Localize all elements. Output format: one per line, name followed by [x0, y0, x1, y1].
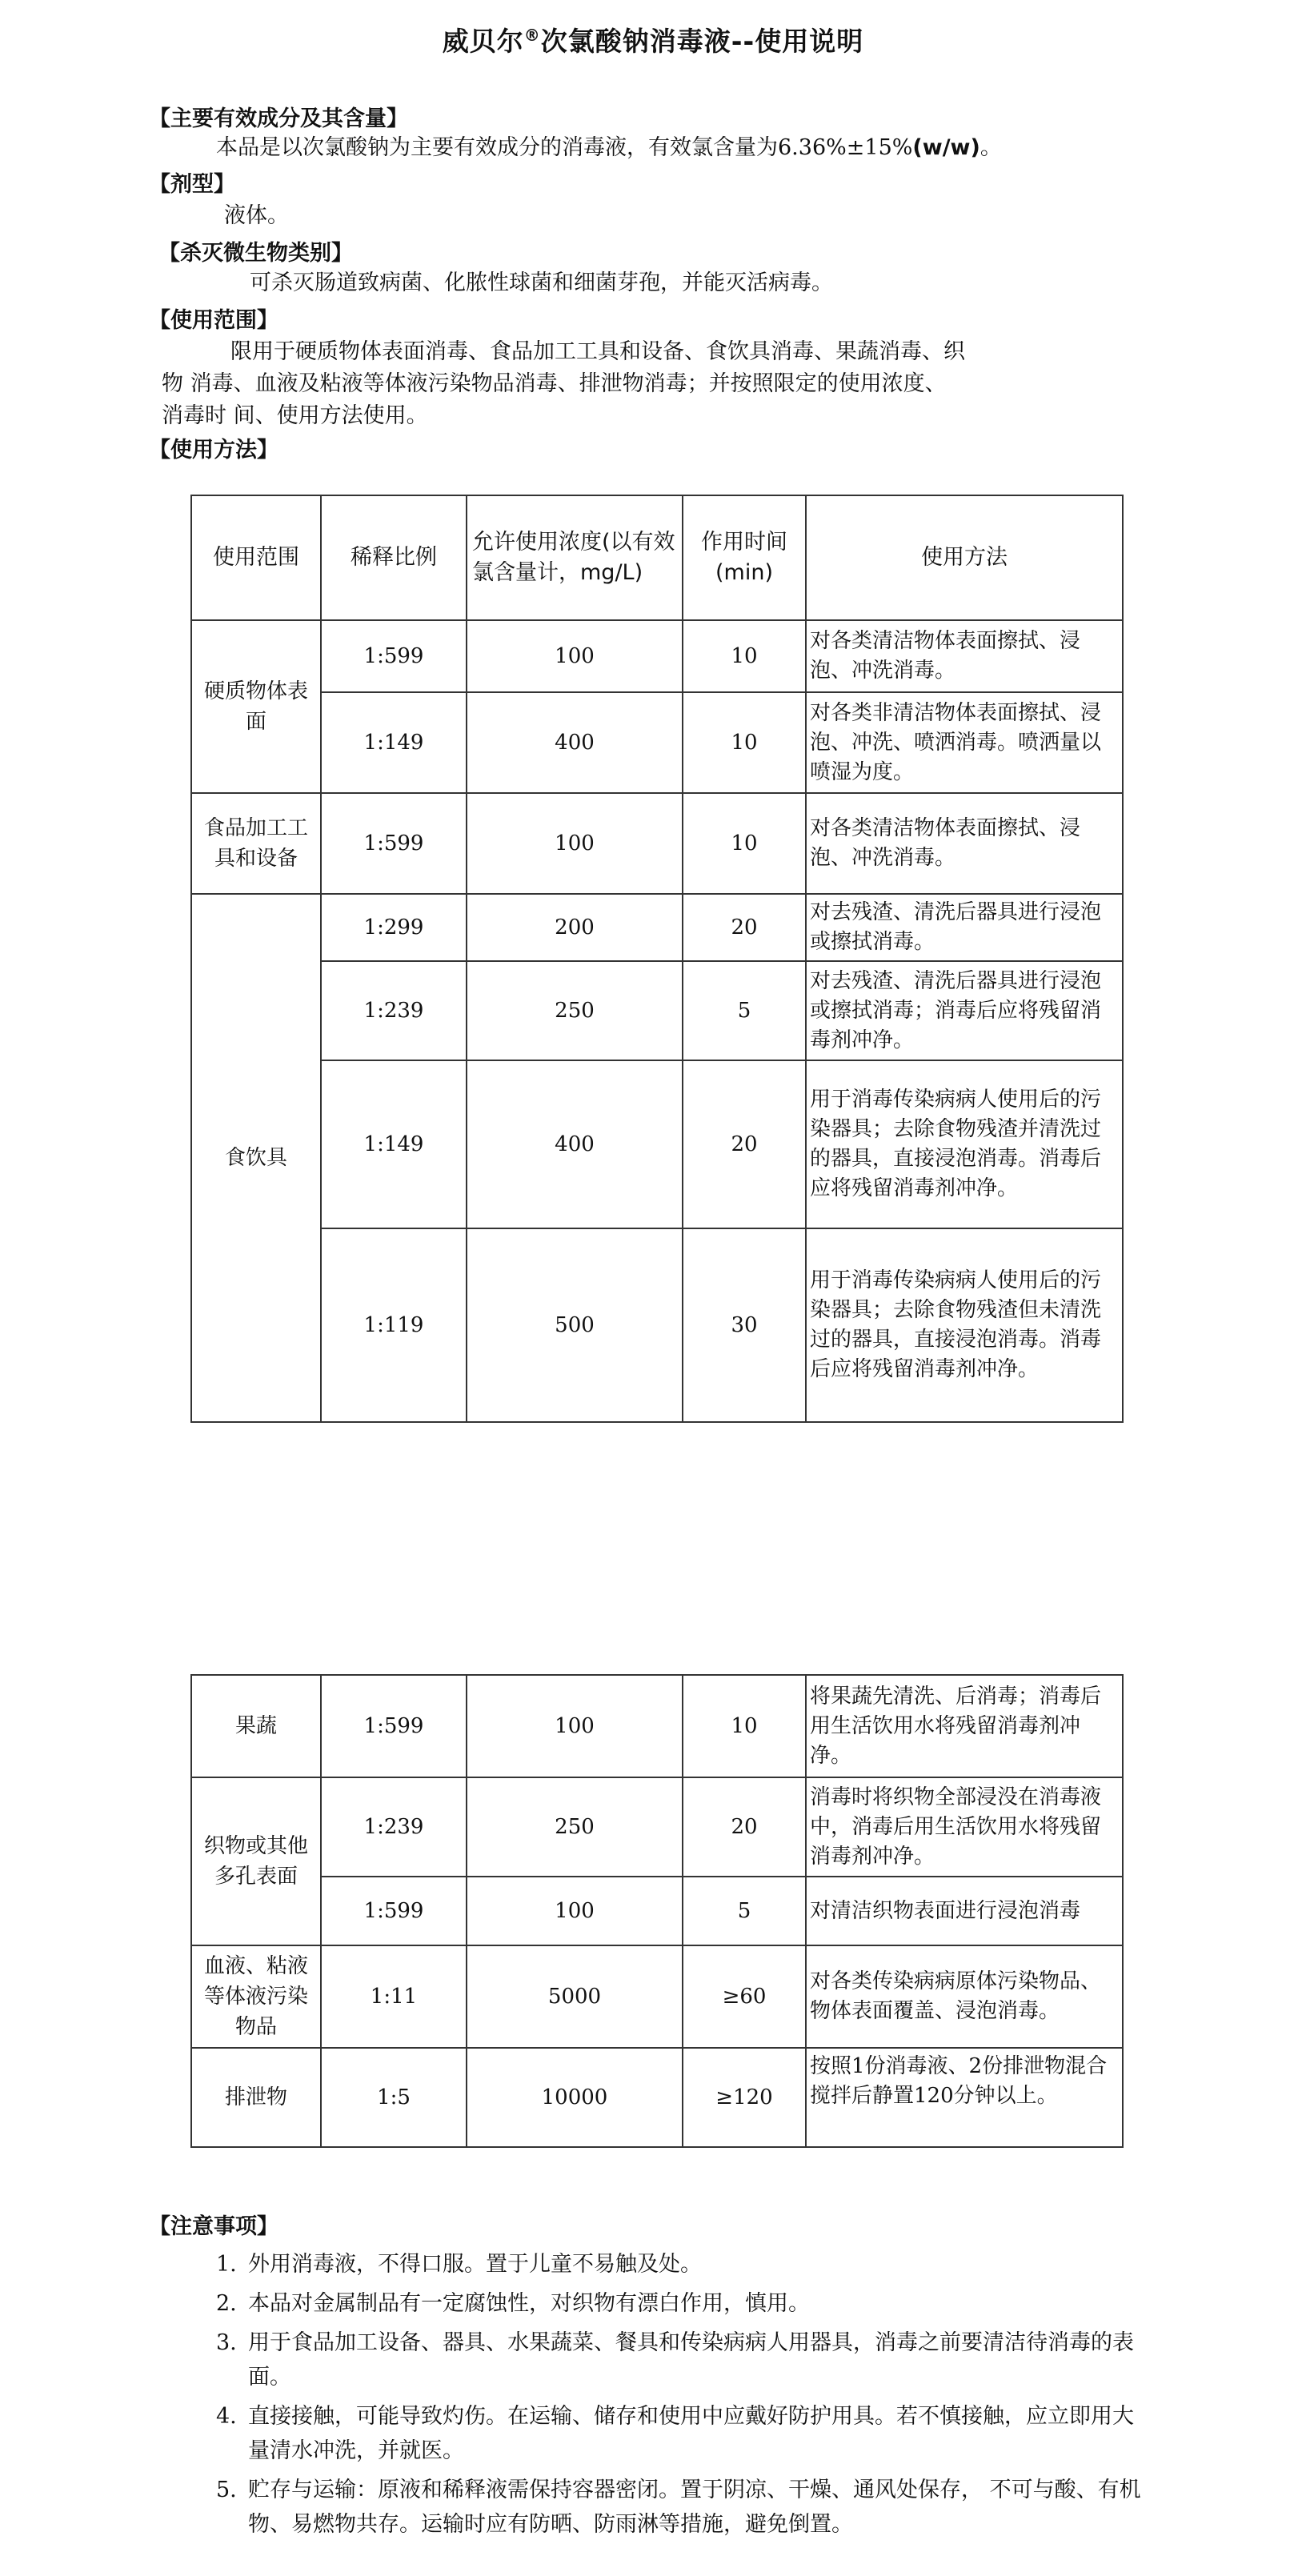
time-cell: ≥120: [683, 2048, 806, 2147]
ratio-cell: 1:599: [321, 620, 467, 692]
scope-line-1: 限用于硬质物体表面消毒、食品加工工具和设备、食饮具消毒、果蔬消毒、织: [230, 339, 965, 364]
method-cell: 对各类清洁物体表面擦拭、浸泡、冲洗消毒。: [806, 793, 1123, 894]
table-row: [191, 793, 1123, 894]
time-cell: 20: [683, 1060, 806, 1228]
time-cell: 5: [683, 1877, 806, 1945]
table-header-row: [191, 495, 1123, 620]
table-row: [191, 620, 1123, 692]
registered-mark: ®: [523, 26, 541, 45]
ratio-cell: 1:149: [321, 692, 467, 793]
ratio-cell: 1:299: [321, 894, 467, 961]
heading-ingredient: 【主要有效成分及其含量】: [149, 106, 408, 131]
scope-line-2: 物 消毒、血液及粘液等体液污染物品消毒、排泄物消毒；并按照限定的使用浓度、: [162, 371, 947, 396]
method-cell: 对各类传染病病原体污染物品、物体表面覆盖、浸泡消毒。: [806, 1945, 1123, 2048]
concentration-cell: 200: [467, 894, 683, 961]
note-text: 贮存与运输：原液和稀释液需保持容器密闭。置于阴凉、干燥、通风处保存， 不可与酸、有机物、易燃物共存。运输时应有防晒、防雨淋等措施，避免倒置。: [248, 2478, 1141, 2537]
time-cell: 10: [683, 692, 806, 793]
header-method: 使用方法: [806, 495, 1123, 620]
note-number: 2.: [216, 2291, 237, 2316]
heading-notes: 【注意事项】: [149, 2214, 278, 2239]
concentration-cell: 5000: [467, 1945, 683, 2048]
heading-scope: 【使用范围】: [149, 308, 278, 333]
scope-cell-fabric: 织物或其他多孔表面: [191, 1777, 321, 1945]
concentration-cell: 250: [467, 1777, 683, 1877]
time-cell: 10: [683, 1675, 806, 1777]
method-cell: 对各类非清洁物体表面擦拭、浸泡、冲洗、喷洒消毒。喷洒量以喷湿为度。: [806, 692, 1123, 793]
concentration-cell: 400: [467, 692, 683, 793]
ingredient-text: [216, 130, 1002, 165]
list-item: [216, 2473, 1144, 2542]
table-row: [191, 1060, 1123, 1228]
scope-cell-food-tools: 食品加工工具和设备: [191, 793, 321, 894]
note-number: 1.: [216, 2252, 237, 2277]
scope-cell-blood: 血液、粘液等体液污染物品: [191, 1945, 321, 2048]
method-cell: 用于消毒传染病病人使用后的污染器具；去除食物残渣并清洗过的器具，直接浸泡消毒。消毒后应将残留消毒剂冲净。: [806, 1060, 1123, 1228]
concentration-cell: 400: [467, 1060, 683, 1228]
ingredient-text-end: 。: [980, 135, 1002, 160]
time-cell: 10: [683, 620, 806, 692]
method-cell: 对去残渣、清洗后器具进行浸泡或擦拭消毒。: [806, 894, 1123, 961]
ratio-cell: 1:239: [321, 1777, 467, 1877]
method-cell: 对去残渣、清洗后器具进行浸泡或擦拭消毒；消毒后应将残留消毒剂冲净。: [806, 961, 1123, 1060]
time-cell: 20: [683, 1777, 806, 1877]
header-ratio: 稀释比例: [321, 495, 467, 620]
note-text: 用于食品加工设备、器具、水果蔬菜、餐具和传染病病人用器具，消毒之前要清洁待消毒的表面。: [248, 2330, 1134, 2390]
note-text: 本品对金属制品有一定腐蚀性，对织物有漂白作用，慎用。: [248, 2291, 810, 2316]
note-number: 3.: [216, 2330, 237, 2355]
concentration-cell: 100: [467, 620, 683, 692]
header-time: 作用时间(min): [683, 495, 806, 620]
table-row: [191, 2048, 1123, 2147]
note-text: 外用消毒液，不得口服。置于儿童不易触及处。: [248, 2252, 702, 2277]
ratio-cell: 1:5: [321, 2048, 467, 2147]
list-item: [216, 2286, 1144, 2321]
scope-cell-excreta: 排泄物: [191, 2048, 321, 2147]
page-title: [0, 21, 1306, 58]
concentration-cell: 100: [467, 1877, 683, 1945]
ratio-cell: 1:239: [321, 961, 467, 1060]
notes-list: [216, 2247, 1144, 2546]
table-row: [191, 1675, 1123, 1777]
concentration-cell: 250: [467, 961, 683, 1060]
method-cell: 对清洁织物表面进行浸泡消毒: [806, 1877, 1123, 1945]
heading-form: 【剂型】: [149, 172, 235, 197]
list-item: [216, 2326, 1144, 2394]
ratio-cell: 1:119: [321, 1228, 467, 1422]
usage-table-part2: [190, 1674, 1124, 2148]
header-concentration: 允许使用浓度(以有效氯含量计，mg/L): [467, 495, 683, 620]
form-text: 液体。: [224, 203, 289, 228]
time-cell: ≥60: [683, 1945, 806, 2048]
table-row: [191, 1777, 1123, 1877]
ratio-cell: 1:599: [321, 793, 467, 894]
ratio-cell: 1:149: [321, 1060, 467, 1228]
note-text: 直接接触，可能导致灼伤。在运输、储存和使用中应戴好防护用具。若不慎接触，应立即用大量清水冲洗，并就医。: [248, 2404, 1134, 2463]
microbes-text: 可杀灭肠道致病菌、化脓性球菌和细菌芽孢，并能灭活病毒。: [250, 270, 833, 295]
table-row: [191, 1945, 1123, 2048]
list-item: [216, 2399, 1144, 2468]
heading-method: 【使用方法】: [149, 438, 278, 463]
ingredient-text-unit: (w/w): [912, 135, 980, 160]
ingredient-text-main: 本品是以次氯酸钠为主要有效成分的消毒液，有效氯含量为6.36%±15%: [216, 135, 913, 160]
concentration-cell: 100: [467, 1675, 683, 1777]
note-number: 5.: [216, 2478, 237, 2502]
table-row: [191, 1877, 1123, 1945]
list-item: [216, 2247, 1144, 2282]
table-row: [191, 692, 1123, 793]
method-cell: 按照1份消毒液、2份排泄物混合搅拌后静置120分钟以上。: [806, 2048, 1123, 2147]
scope-cell-tableware: 食饮具: [191, 894, 321, 1422]
ratio-cell: 1:599: [321, 1675, 467, 1777]
table-row: [191, 961, 1123, 1060]
scope-cell-hard-surface: 硬质物体表面: [191, 620, 321, 793]
time-cell: 5: [683, 961, 806, 1060]
table-row: [191, 894, 1123, 961]
method-cell: 用于消毒传染病病人使用后的污染器具；去除食物残渣但未清洗过的器具，直接浸泡消毒。消毒后应将残留消毒剂冲净。: [806, 1228, 1123, 1422]
ratio-cell: 1:11: [321, 1945, 467, 2048]
method-cell: 将果蔬先清洗、后消毒；消毒后用生活饮用水将残留消毒剂冲净。: [806, 1675, 1123, 1777]
heading-microbes: 【杀灭微生物类别】: [158, 241, 353, 266]
method-cell: 对各类清洁物体表面擦拭、浸泡、冲洗消毒。: [806, 620, 1123, 692]
concentration-cell: 100: [467, 793, 683, 894]
table-row: [191, 1228, 1123, 1422]
scope-line-3: 消毒时 间、使用方法使用。: [162, 403, 428, 428]
header-scope: 使用范围: [191, 495, 321, 620]
usage-table-part1: [190, 495, 1124, 1423]
concentration-cell: 10000: [467, 2048, 683, 2147]
note-number: 4.: [216, 2404, 237, 2429]
time-cell: 20: [683, 894, 806, 961]
time-cell: 10: [683, 793, 806, 894]
method-cell: 消毒时将织物全部浸没在消毒液中，消毒后用生活饮用水将残留消毒剂冲净。: [806, 1777, 1123, 1877]
time-cell: 30: [683, 1228, 806, 1422]
concentration-cell: 500: [467, 1228, 683, 1422]
ratio-cell: 1:599: [321, 1877, 467, 1945]
scope-cell-fruit: 果蔬: [191, 1675, 321, 1777]
title-rest: 次氯酸钠消毒液--使用说明: [540, 26, 864, 57]
title-main: 威贝尔: [442, 26, 524, 57]
